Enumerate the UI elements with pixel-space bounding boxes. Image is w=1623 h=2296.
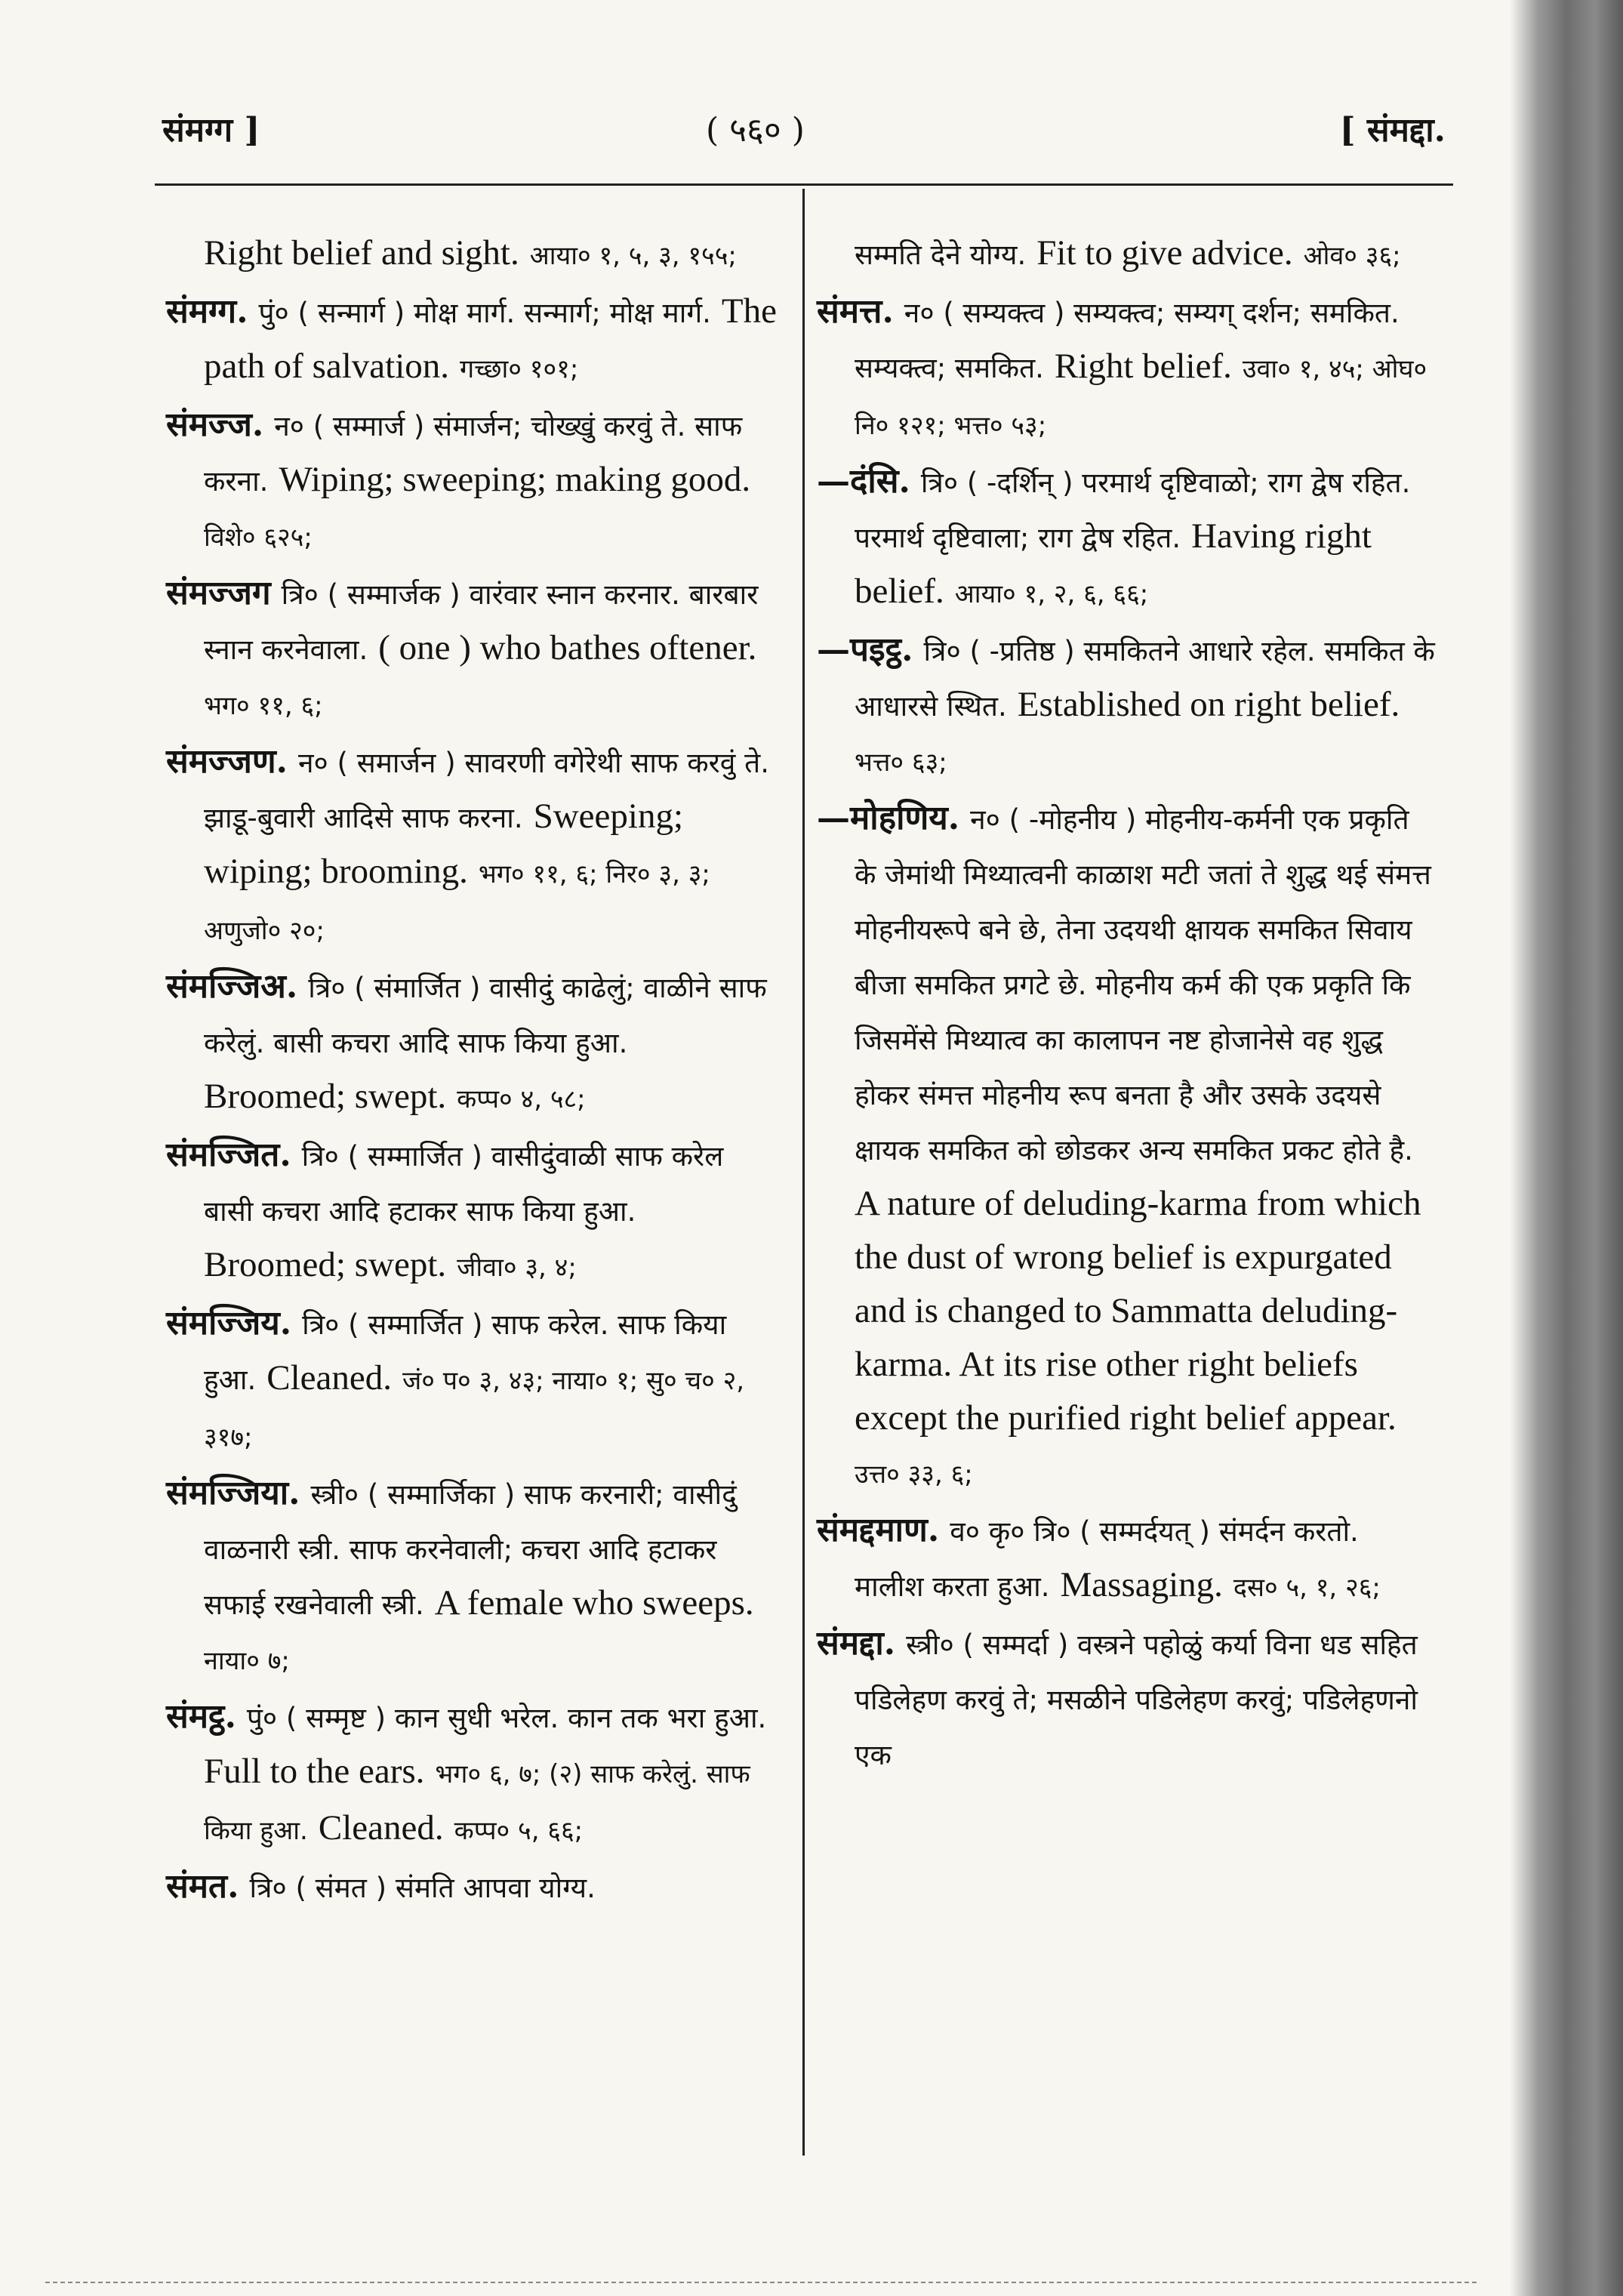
dictionary-entry (817, 623, 1436, 790)
headword: —पइट्ठ. (817, 630, 913, 669)
headword: —दंसि. (817, 462, 910, 501)
page-edge-shadow (1510, 0, 1623, 2296)
source-reference: ओव० ३६; (1303, 241, 1401, 271)
headword: संमज्जिअ. (166, 967, 298, 1006)
dictionary-entry (166, 1466, 778, 1688)
source-reference: उवा० १, ४५; ओघ० नि० १२१; भत्त० ५३; (855, 354, 1427, 441)
english-definition: A female who sweeps. (434, 1583, 754, 1623)
bottom-dotted-line (45, 2282, 1480, 2283)
vernacular-definition: न० ( सम्यक्त्व ) सम्यक्त्व; सम्यग् दर्शन; समकित. सम्यक्त्व; समकित. (855, 297, 1400, 384)
english-definition: ( one ) who bathes oftener. (378, 628, 757, 667)
english-definition: The path of salvation. (204, 291, 777, 386)
headword: संमज्जिया. (166, 1474, 300, 1512)
english-definition: Broomed; swept. (204, 1077, 447, 1116)
page-number: ( ५६० ) (706, 111, 805, 149)
vernacular-definition: त्रि० ( संमत ) संमति आपवा योग्य. (249, 1872, 596, 1904)
source-reference: आया० १, ५, ३, १५५; (529, 241, 737, 271)
english-definition: Broomed; swept. (204, 1245, 447, 1284)
dictionary-entry (166, 1296, 778, 1465)
dictionary-entry (817, 227, 1436, 283)
english-definition: Full to the ears. (204, 1752, 425, 1791)
dictionary-entry (817, 791, 1436, 1502)
headword: संमद्दमाण. (817, 1511, 940, 1549)
dictionary-entry (166, 960, 778, 1126)
source-reference: विशे० ६२५; (204, 522, 313, 553)
dictionary-entry (166, 1690, 778, 1858)
page-header (162, 106, 1446, 159)
dictionary-entry (817, 285, 1436, 453)
english-definition: Sweeping; wiping; brooming. (204, 797, 684, 891)
vernacular-definition: न० ( समार्जन ) सावरणी वगेरेथी साफ करवुं ते. झाडू-बुवारी आदिसे साफ करना. (204, 747, 769, 834)
headword: —मोहणिय. (817, 799, 960, 837)
vernacular-definition: स्त्री० ( सम्मर्दा ) वस्त्रने पहोळुं कर्या विना धड सहित पडिलेहण करवुं ते; मसळीने पडिलेहण करवुं; पडिलेहणनो एक (855, 1629, 1418, 1771)
headword: संमज्जण. (166, 742, 288, 781)
english-definition: Fit to give advice. (1036, 233, 1293, 273)
source-reference: कप्प० ५, ६६; (454, 1816, 584, 1846)
headword: संमज्जिय. (166, 1304, 292, 1342)
source-reference: दस० ५, १, २६; (1233, 1573, 1381, 1603)
vernacular-definition: पुं० ( सम्मृष्ट ) कान सुधी भरेल. कान तक भरा हुआ. (246, 1702, 767, 1734)
source-reference: जं० प० ३, ४३; नाया० १; सु० च० २, ३१७; (204, 1366, 745, 1453)
english-definition: Having right belief. (855, 516, 1372, 611)
dictionary-entry (166, 566, 778, 733)
source-reference: गच्छा० १०१; (460, 354, 579, 384)
vernacular-definition: त्रि० ( -दर्शिन् ) परमार्थ दृष्टिवाळो; राग द्वेष रहित. परमार्थ दृष्टिवाला; राग द्वेष रहित. (855, 467, 1411, 554)
dictionary-entry (817, 1503, 1436, 1615)
source-reference: उत्त० ३३, ६; (855, 1459, 973, 1490)
source-reference: भग० ६, ७; (२) साफ करेलुं. साफ किया हुआ. (204, 1759, 750, 1846)
dictionary-entry (166, 1860, 778, 1915)
vernacular-definition: त्रि० ( -प्रतिष्ठ ) समकितने आधारे रहेल. समकित के आधारसे स्थित. (855, 635, 1435, 723)
source-reference: आया० १, २, ६, ६६; (954, 579, 1149, 609)
vernacular-definition: त्रि० ( संमार्जित ) वासीदुं काढेलुं; वाळीने साफ करेलुं. बासी कचरा आदि साफ किया हुआ. (204, 972, 767, 1059)
english-definition: Right belief and sight. (204, 233, 519, 273)
headword: संमद्दा. (817, 1624, 896, 1663)
vernacular-definition: न० ( -मोहनीय ) मोहनीय-कर्मनी एक प्रकृति के जेमांथी मिथ्यात्वनी काळाश मटी जतां ते शुद्ध थई संमत्त मोहनीयरूपे बने छे, तेना उदयथी क्षायक समकित सिवाय बीजा समकित प्रगटे छे. मोहनीय कर्म की एक प्रकृति कि जिसमेंसे मिथ्यात्व का कालापन नष्ट होजानेसे वह शुद्ध होकर संमत्त मोहनीय रूप बनता है और उसके उदयसे क्षायक समकित को छोडकर अन्य समकित प्रकट होते है. (855, 803, 1431, 1166)
english-definition: A nature of deluding-karma from which the dust of wrong belief is expurgated and is changed to Sammatta deluding-karma. At its rise other right beliefs except the purified right belief appear. (855, 1184, 1421, 1438)
vernacular-definition: न० ( सम्मार्ज ) संमार्जन; चोख्खुं करवुं ते. साफ करना. (204, 410, 743, 498)
vernacular-definition: त्रि० ( सम्मार्जित ) साफ करेल. साफ किया हुआ. (204, 1308, 727, 1396)
dictionary-entry (166, 735, 778, 958)
vernacular-definition: स्त्री० ( सम्मार्जिका ) साफ करनारी; वासीदुं वाळनारी स्त्री. साफ करनेवाली; कचरा आदि हटाकर सफाई रखनेवाली स्त्री. (204, 1478, 737, 1621)
english-definition: Wiping; sweeping; making good. (279, 460, 751, 499)
vernacular-definition: पुं० ( सन्मार्ग ) मोक्ष मार्ग. सन्मार्ग; मोक्ष मार्ग. (258, 297, 711, 329)
headword: संमग्ग. (166, 292, 248, 331)
english-definition: Cleaned. (266, 1358, 392, 1398)
headword: संमत्त. (817, 292, 894, 331)
left-column (166, 227, 778, 1916)
right-column (817, 227, 1436, 1783)
vernacular-definition: त्रि० ( सम्मार्जित ) वासीदुंवाळी साफ करेल बासी कचरा आदि हटाकर साफ किया हुआ. (204, 1140, 724, 1228)
dictionary-entry (817, 455, 1436, 621)
headword: संमट्ठ. (166, 1697, 236, 1736)
vernacular-definition: व० कृ० त्रि० ( सम्मर्दयत् ) संमर्दन करतो. मालीश करता हुआ. (855, 1515, 1359, 1603)
english-definition: Established on right belief. (1017, 685, 1400, 724)
source-reference: भत्त० ६३; (855, 747, 947, 778)
header-right-guideword: [ संमद्दा. (1339, 111, 1446, 149)
source-reference: नाया० ७; (204, 1646, 290, 1676)
headword: संमत. (166, 1867, 239, 1906)
source-reference: भग० ११, ६; (204, 691, 323, 721)
source-reference: जीवा० ३, ४; (457, 1253, 577, 1283)
column-divider (802, 189, 805, 2156)
headword: संमज्जित. (166, 1136, 291, 1174)
dictionary-entry (166, 398, 778, 565)
dictionary-entry (817, 1616, 1436, 1782)
header-left-guideword: संमग्ग ] (162, 111, 260, 149)
source-reference: कप्प० ४, ५८; (457, 1084, 586, 1114)
vernacular-definition: त्रि० ( सम्मार्जक ) वारंवार स्नान करनार. बारबार स्नान करनेवाला. (204, 578, 759, 666)
english-definition: Right belief. (1054, 347, 1232, 386)
english-definition: Massaging. (1060, 1565, 1223, 1604)
header-rule (155, 183, 1453, 186)
headword: संमज्जग (166, 574, 271, 612)
headword: संमज्ज. (166, 405, 264, 444)
dictionary-entry (166, 227, 778, 283)
source-reference: भग० ११, ६; निर० ३, ३; अणुजो० २०; (204, 859, 710, 946)
dictionary-entry (166, 1128, 778, 1295)
english-definition: Cleaned. (318, 1808, 444, 1848)
dictionary-entry (166, 285, 778, 396)
vernacular-definition: सम्मति देने योग्य. (855, 239, 1027, 271)
